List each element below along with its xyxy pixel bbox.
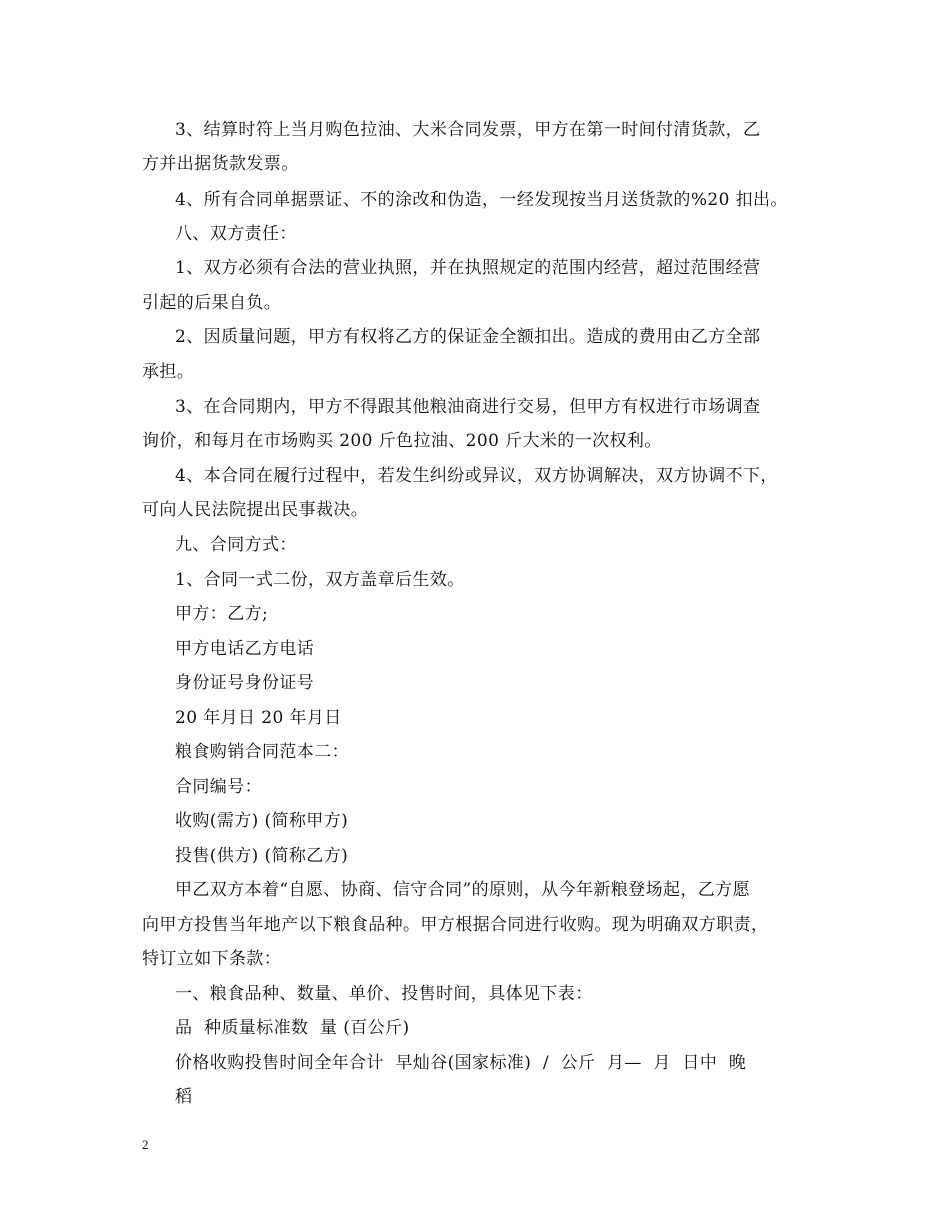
- text-line: 20 年月日 20 年月日: [175, 708, 342, 728]
- text-line: 收购(需方) (简称甲方): [175, 811, 349, 831]
- table-cell-line: 稻: [175, 1087, 193, 1107]
- text-line: 承担。: [142, 362, 195, 382]
- text-line: 投售(供方) (简称乙方): [175, 846, 349, 866]
- text-line: 合同编号：: [175, 777, 262, 797]
- text-line: 特订立如下条款：: [142, 949, 282, 969]
- table-header-line: 品 种质量标准数 量 (百公斤): [175, 1018, 410, 1038]
- text-line: 可向人民法院提出民事裁决。: [142, 500, 369, 520]
- text-line: 身份证号身份证号: [175, 673, 315, 693]
- text-line: 方并出据货款发票。: [142, 154, 299, 174]
- section-heading: 八、双方责任：: [175, 224, 297, 244]
- section-heading: 九、合同方式：: [175, 535, 297, 555]
- text-line: 1、合同一式二份，双方盖章后生效。: [175, 570, 465, 590]
- section-heading: 粮食购销合同范本二：: [175, 742, 349, 762]
- text-line: 4、所有合同单据票证、不的涂改和伪造，一经发现按当月送货款的%20 扣出。: [175, 190, 788, 210]
- text-line: 引起的后果自负。: [142, 293, 282, 313]
- text-line: 3、结算时符上当月购色拉油、大米合同发票，甲方在第一时间付清货款，乙: [175, 120, 761, 140]
- table-header-line: 价格收购投售时间全年合计 早灿谷(国家标准) / 公斤 月— 月 日中 晚: [175, 1053, 747, 1073]
- text-line: 甲方：乙方;: [175, 604, 269, 624]
- text-line: 1、双方必须有合法的营业执照，并在执照规定的范围内经营，超过范围经营: [175, 258, 761, 278]
- page-number: 2: [142, 1137, 149, 1152]
- text-line: 甲乙双方本着“自愿、协商、信守合同”的原则，从今年新粮登场起，乙方愿: [175, 880, 750, 900]
- text-line: 3、在合同期内，甲方不得跟其他粮油商进行交易，但甲方有权进行市场调查: [175, 397, 761, 417]
- text-line: 2、因质量问题，甲方有权将乙方的保证金全额扣出。造成的费用由乙方全部: [175, 327, 761, 347]
- text-line: 甲方电话乙方电话: [175, 639, 315, 659]
- text-line: 向甲方投售当年地产以下粮食品种。甲方根据合同进行收购。现为明确双方职责，: [142, 915, 769, 935]
- text-line: 一、粮食品种、数量、单价、投售时间，具体见下表：: [175, 984, 593, 1004]
- text-line: 询价，和每月在市场购买 200 斤色拉油、200 斤大米的一次权利。: [142, 431, 662, 451]
- text-line: 4、本合同在履行过程中，若发生纠纷或异议，双方协调解决，双方协调不下，: [175, 466, 778, 486]
